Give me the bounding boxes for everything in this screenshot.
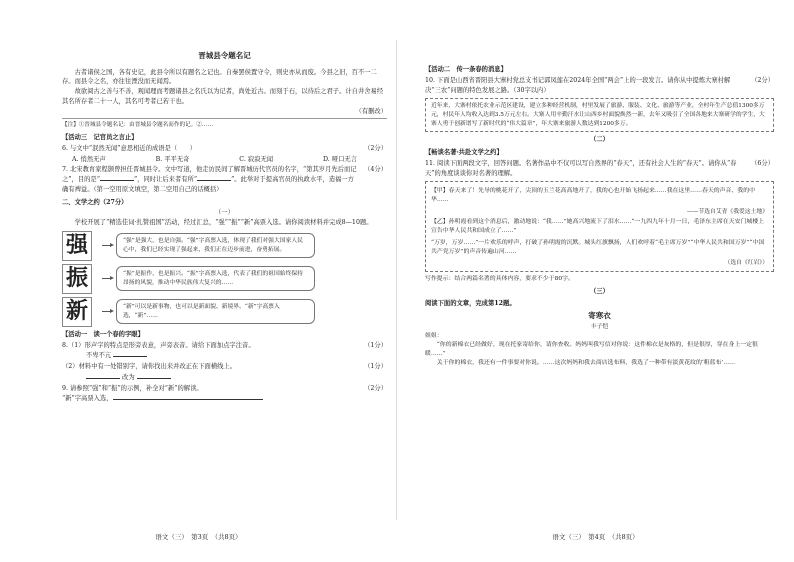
question-7-text: 7. 北宋教育家程颢曾担任晋城县令。文中写道，他走访民间了解晋城历代官员的名字，“第其岁月先后而记之”，目的是“	[62, 166, 357, 184]
char-card-xin	[62, 297, 387, 327]
question-9-prefix: “新”字高票入选，	[62, 395, 113, 403]
question-11-score: （6分）	[751, 159, 774, 167]
section-2-heading: 二、文学之约（27分）	[62, 198, 128, 206]
page-footer: 语文（三） 第4页 （共8页）	[552, 532, 639, 541]
wrong-char-blank[interactable]	[86, 378, 120, 379]
essay-title-2: 寄寒衣	[588, 311, 611, 321]
char-zhen: 振	[62, 264, 92, 294]
paragraph-1: 古者诸侯之国，各有史记，此县令所以有题名之记也。自秦罢侯置守令，则史亦从而废。今县之旧，百不一二存。而县令之名，亦往往湮没而无闻焉。	[62, 68, 377, 86]
question-8-item	[62, 351, 387, 361]
essay-paragraph-2: 关于你的棉衣，我还有一件事要对你说。……这次妈妈和我去商店选布料，我选了一种带有淡黄花纹的‘粗蓝布’……	[436, 360, 736, 367]
question-11	[425, 159, 774, 179]
option-d[interactable]: D. 哑口无言	[322, 155, 357, 163]
activity-3-heading: 【活动三 记官员之言止】	[62, 134, 138, 142]
paragraph-2: 故欲阅古之善与不善，观闻理而考题诸县之名氏以为记者，尚处近古。而刻于石，以待后之君子。计自井舍易经其名所存者二十一人，其名可考者已若干也。	[62, 88, 384, 105]
question-7-text-3: ”。此举对于提高官员的执政水平，造福一方确有裨益。（第一空用原文填空，第二空用自己的话概括）	[62, 176, 354, 193]
arrow-icon	[102, 311, 112, 312]
question-6-score: （2分）	[364, 144, 387, 152]
question-8-part2	[62, 362, 387, 372]
question-8-text-2: （2）材料中有一处错别字，请你找出来并改正在下面横线上。	[62, 363, 237, 371]
excerpt-yi-2: “万岁，万岁……”一片欢乐的呼声，打破了孙明霞的沉默。城头红旗飘扬，人们欢呼着“毛主席万岁”“中华人民共和国万岁”“中国共产党万岁”的声音传遍山河……	[431, 239, 765, 255]
question-11-text: 11. 阅读下面两段文字，回答问题。名著作品中不仅可以写自然界的“春天”，还有社会人生的“春天”。请你从“春天”的角度谈谈你对名著的理解。	[425, 159, 737, 177]
question-8	[62, 341, 387, 351]
question-8-text: 8.（1）形声字的特点是形旁表意，声旁表音。请给下面加点字注音。	[62, 341, 255, 349]
essay-paragraph-1: “你的新棉衣已经做好，现在托家寄给你，请你查收。妈妈叫我写信对你说：这件棉衣是灰格的，但是很厚，穿在身上一定很暖……”	[425, 342, 758, 358]
char-xin-explain: “新”可以是新事物，也可以是新面貌、新境界。“新”字高票入选，“新”……	[116, 299, 315, 324]
question-7-text-2: ”，同时让后来者有所“	[133, 176, 198, 184]
char-card-qiang	[62, 231, 387, 261]
question-8-score-2: （1分）	[364, 363, 387, 371]
question-9-score: （2分）	[364, 384, 387, 392]
pinyin-blank[interactable]	[113, 356, 147, 357]
question-10	[425, 76, 774, 96]
question-9-text: 9. 请参照“强”和“振”的示例，补全对“新”的解读。	[62, 384, 203, 392]
question-9-blank[interactable]	[113, 399, 263, 400]
arrow-icon	[102, 278, 112, 279]
question-9-line	[62, 394, 387, 404]
question-7-score: （4分）	[364, 166, 387, 174]
subsection-1: （一）	[215, 209, 234, 217]
excerpt-yi: 【乙】孙明霞看到这个消息后，激动地说：“我……”她高兴地流下了泪水……“一九四九年十月一日，毛泽东主席在天安门城楼上宣告中华人民共和国成立了……”	[431, 219, 765, 235]
subsection-2: （二）	[590, 136, 609, 144]
answer-blank-1[interactable]	[100, 180, 134, 181]
question-6: 6. 与文中“泯然无闻”意思相近的成语是（ ） （2分）	[62, 144, 387, 152]
essay-title: 晋城县令题名记	[198, 51, 251, 60]
char-xin: 新	[62, 297, 92, 327]
question-6-options	[62, 155, 387, 165]
activity-2-heading: 【活动二 传一条春的消息】	[425, 66, 507, 73]
material-intro: 学校开展了“精选佳词·扎赞祖国”活动，经过汇总，“强”“振”“新”高票入选。请你阅读材料并完成8—10题。	[74, 219, 373, 227]
material-box: 近年来，大寨村依托农业示范区建设，建立多种经营机制，村里发展了旅游、服装、文化、旅游等产业，全村年生产总值1300多万元，村民年人均收入达到3.5万元左右。大寨人用辛勤汗水让山西乡村面貌焕然一新，去年又吸引了全国各地来大寨研学的学生，大寨人勇于创新谱写了新时代的“伟大篇章”，年大寨来旅游人数达到1200多万。	[425, 98, 774, 132]
essay-greeting: 姐姐：	[425, 332, 443, 339]
excerpt-box	[425, 181, 774, 271]
excerpt-jia: 【甲】春天来了！先导的桃花开了，尖顶的玉兰花高高地开了，我的心也开始飞扬起来……我在这里……春天的声音、我的中华……	[431, 188, 755, 204]
question-10-text: 10. 下面是山西省晋阳县大寨村党总支书记郭凤莲在2024年全国“两会”上的一段发言。请你从中提炼大寨村解决“三农”问题的特色发展之路。（30字以内）	[425, 76, 731, 94]
question-7	[62, 165, 387, 194]
writing-prompt: 写作提示：结合两篇名著的具体内容，要求不少于80字。	[425, 275, 574, 282]
reading-instruction: 阅读下面的文章，完成第12题。	[425, 300, 516, 308]
subsection-3: （三）	[590, 287, 609, 295]
footnote: 【注】①晋城县令题名记：由晋城县令题名而作的记。②……	[62, 118, 387, 130]
option-c[interactable]: C. 寂寂无闻	[239, 155, 274, 163]
page-4	[397, 0, 794, 562]
question-9	[62, 384, 387, 394]
char-qiang: 强	[62, 231, 92, 261]
question-8-score: （1分）	[364, 341, 387, 349]
char-card-zhen	[62, 264, 387, 294]
reading-heading: 【畅谈名著·共赴文学之约】	[425, 149, 503, 157]
question-10-score: （2分）	[751, 76, 774, 84]
arrow-icon	[102, 245, 112, 246]
char-zhen-explain: “振”是振作，也是振兴。“振”字高票入选，代表了我们的祖国始终保持昂扬的风貌，推动中华民族伟大复兴的……	[116, 266, 315, 291]
essay-author: 丰子恺	[590, 323, 609, 330]
right-char-blank[interactable]	[137, 378, 171, 379]
pinyin-item: 不卑不亢	[86, 352, 112, 360]
option-b[interactable]: B. 平平无奇	[155, 155, 190, 163]
correction-line	[62, 373, 387, 383]
page-footer: 语文（三） 第3页 （共8页）	[155, 532, 242, 541]
excerpt-yi-source: （选自《红岩》）	[724, 259, 768, 266]
activity-1-heading: 【活动一 读一个春的字眼】	[62, 330, 144, 338]
change-to-label: 改为	[122, 373, 135, 381]
option-a[interactable]: A. 悄然无声	[72, 155, 106, 163]
excerpt-jia-source: ——节选自艾青《我爱这土地》	[686, 208, 768, 215]
char-qiang-explain: “强”是强大，也是自强。“强”字高票入选，体现了我们对强大国家人民心中，我们已经实现了强起来，我们正在迈步前进，奋勇拓展。	[116, 233, 315, 258]
source-note: （有删改）	[355, 107, 387, 115]
question-6-text: 6. 与文中“泯然无闻”意思相近的成语是	[62, 144, 171, 152]
answer-blank-2[interactable]	[197, 180, 231, 181]
